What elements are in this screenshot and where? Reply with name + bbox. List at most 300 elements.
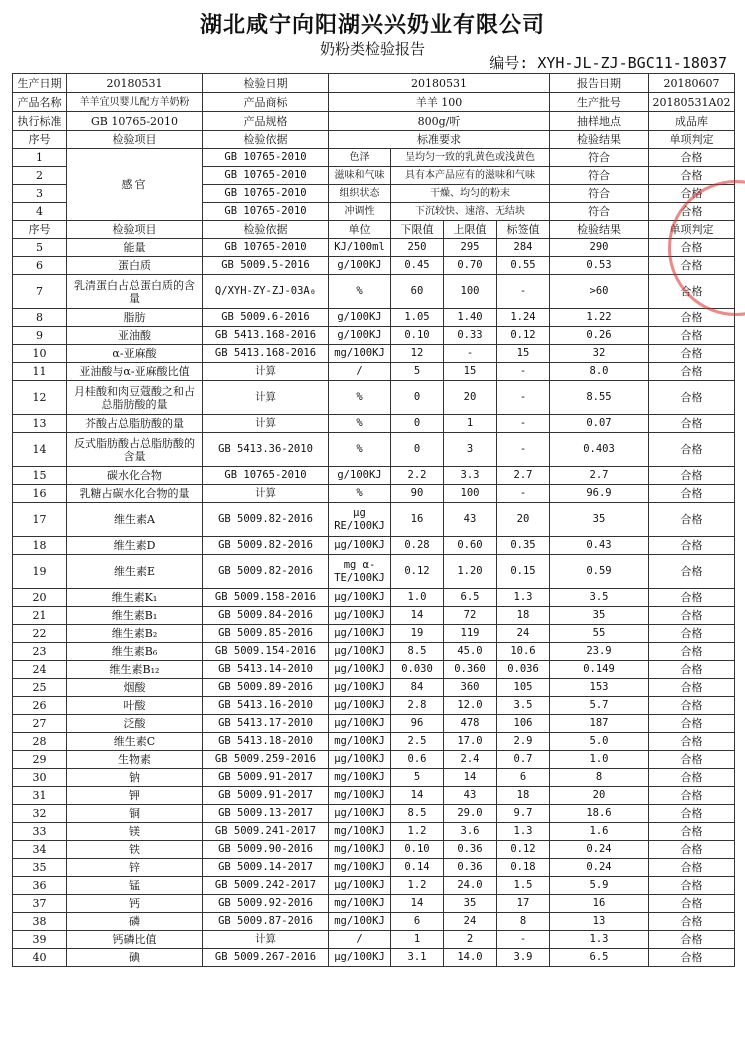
brand: 羊羊 100 bbox=[329, 93, 550, 112]
header-basis: 检验依据 bbox=[203, 131, 329, 149]
row-upper: 2.4 bbox=[444, 751, 497, 769]
report-date: 20180607 bbox=[649, 74, 735, 93]
row-lower: 0.6 bbox=[391, 751, 444, 769]
row-label-value: 0.55 bbox=[497, 257, 550, 275]
row-result: 8.0 bbox=[550, 363, 649, 381]
sensory-group-label: 感官 bbox=[67, 149, 203, 221]
sensory-header-row bbox=[13, 131, 735, 149]
row-verdict: 合格 bbox=[649, 715, 735, 733]
sensory-requirement: 下沉较快、速溶、无结块 bbox=[391, 203, 550, 221]
row-basis: GB 5009.84-2016 bbox=[203, 607, 329, 625]
row-no: 9 bbox=[13, 327, 67, 345]
row-unit: % bbox=[329, 485, 391, 503]
row-label-value: 24 bbox=[497, 625, 550, 643]
row-upper: 0.60 bbox=[444, 537, 497, 555]
row-upper: 72 bbox=[444, 607, 497, 625]
header-unit: 单位 bbox=[329, 221, 391, 239]
header-result: 检验结果 bbox=[550, 131, 649, 149]
row-no: 2 bbox=[13, 167, 67, 185]
row-basis: GB 5413.168-2016 bbox=[203, 345, 329, 363]
row-item: 乳清蛋白占总蛋白质的含量 bbox=[67, 275, 203, 309]
row-unit: % bbox=[329, 433, 391, 467]
row-upper: 20 bbox=[444, 381, 497, 415]
row-label-value: 106 bbox=[497, 715, 550, 733]
row-item: 泛酸 bbox=[67, 715, 203, 733]
row-lower: 5 bbox=[391, 769, 444, 787]
row-basis: 计算 bbox=[203, 415, 329, 433]
info-row-2 bbox=[13, 93, 735, 112]
table-row bbox=[13, 503, 735, 537]
table-row bbox=[13, 327, 735, 345]
row-verdict: 合格 bbox=[649, 607, 735, 625]
row-basis: GB 5413.17-2010 bbox=[203, 715, 329, 733]
row-label-value: - bbox=[497, 275, 550, 309]
row-item: 蛋白质 bbox=[67, 257, 203, 275]
row-basis: GB 5413.16-2010 bbox=[203, 697, 329, 715]
sensory-requirement: 干燥、均匀的粉末 bbox=[391, 185, 550, 203]
row-basis: 计算 bbox=[203, 363, 329, 381]
row-item: 镁 bbox=[67, 823, 203, 841]
row-result: 5.9 bbox=[550, 877, 649, 895]
report-serial: 编号: XYH-JL-ZJ-BGC11-18037 bbox=[489, 54, 727, 72]
table-row bbox=[13, 555, 735, 589]
row-unit: / bbox=[329, 363, 391, 381]
row-basis: GB 10765-2010 bbox=[203, 467, 329, 485]
row-label-value: 8 bbox=[497, 913, 550, 931]
row-basis: 计算 bbox=[203, 381, 329, 415]
row-lower: 1 bbox=[391, 931, 444, 949]
row-no: 34 bbox=[13, 841, 67, 859]
row-upper: 35 bbox=[444, 895, 497, 913]
row-result: 290 bbox=[550, 239, 649, 257]
table-row bbox=[13, 381, 735, 415]
row-verdict: 合格 bbox=[649, 589, 735, 607]
row-no: 5 bbox=[13, 239, 67, 257]
row-lower: 0.14 bbox=[391, 859, 444, 877]
row-result: 3.5 bbox=[550, 589, 649, 607]
row-unit: / bbox=[329, 931, 391, 949]
row-basis: GB 5009.158-2016 bbox=[203, 589, 329, 607]
header-label: 标签值 bbox=[497, 221, 550, 239]
row-unit: mg/100KJ bbox=[329, 913, 391, 931]
table-row bbox=[13, 661, 735, 679]
row-lower: 1.0 bbox=[391, 589, 444, 607]
row-lower: 0.12 bbox=[391, 555, 444, 589]
row-result: 5.7 bbox=[550, 697, 649, 715]
row-lower: 1.05 bbox=[391, 309, 444, 327]
sensory-row bbox=[13, 149, 735, 167]
row-basis: GB 5009.241-2017 bbox=[203, 823, 329, 841]
row-label-value: 1.3 bbox=[497, 589, 550, 607]
row-no: 1 bbox=[13, 149, 67, 167]
row-unit: g/100KJ bbox=[329, 467, 391, 485]
row-basis: GB 5009.154-2016 bbox=[203, 643, 329, 661]
row-unit: mg/100KJ bbox=[329, 733, 391, 751]
row-no: 30 bbox=[13, 769, 67, 787]
row-verdict: 合格 bbox=[649, 859, 735, 877]
row-lower: 19 bbox=[391, 625, 444, 643]
row-basis: GB 10765-2010 bbox=[203, 239, 329, 257]
row-result: 1.0 bbox=[550, 751, 649, 769]
row-result: 187 bbox=[550, 715, 649, 733]
row-no: 26 bbox=[13, 697, 67, 715]
row-no: 21 bbox=[13, 607, 67, 625]
row-result: 13 bbox=[550, 913, 649, 931]
row-no: 17 bbox=[13, 503, 67, 537]
row-upper: 100 bbox=[444, 275, 497, 309]
row-basis: GB 5009.82-2016 bbox=[203, 537, 329, 555]
row-unit: μg/100KJ bbox=[329, 661, 391, 679]
table-row bbox=[13, 589, 735, 607]
table-row bbox=[13, 363, 735, 381]
table-row bbox=[13, 467, 735, 485]
row-basis: GB 10765-2010 bbox=[203, 185, 329, 203]
row-item: 芥酸占总脂肪酸的量 bbox=[67, 415, 203, 433]
row-label-value: 1.5 bbox=[497, 877, 550, 895]
sensory-requirement: 具有本产品应有的滋味和气味 bbox=[391, 167, 550, 185]
row-lower: 6 bbox=[391, 913, 444, 931]
row-no: 11 bbox=[13, 363, 67, 381]
row-lower: 8.5 bbox=[391, 805, 444, 823]
row-lower: 1.2 bbox=[391, 823, 444, 841]
row-lower: 1.2 bbox=[391, 877, 444, 895]
row-label-value: 17 bbox=[497, 895, 550, 913]
row-result: 23.9 bbox=[550, 643, 649, 661]
row-upper: 0.36 bbox=[444, 859, 497, 877]
row-no: 28 bbox=[13, 733, 67, 751]
row-verdict: 合格 bbox=[649, 485, 735, 503]
row-lower: 0.030 bbox=[391, 661, 444, 679]
row-item: 叶酸 bbox=[67, 697, 203, 715]
row-no: 36 bbox=[13, 877, 67, 895]
inspection-date: 20180531 bbox=[329, 74, 550, 93]
row-label-value: - bbox=[497, 381, 550, 415]
row-item: 烟酸 bbox=[67, 679, 203, 697]
row-no: 37 bbox=[13, 895, 67, 913]
row-unit: g/100KJ bbox=[329, 327, 391, 345]
row-label-value: - bbox=[497, 363, 550, 381]
row-result: 0.26 bbox=[550, 327, 649, 345]
table-row bbox=[13, 913, 735, 931]
row-item: 乳糖占碳水化合物的量 bbox=[67, 485, 203, 503]
row-upper: 29.0 bbox=[444, 805, 497, 823]
row-label-value: 0.35 bbox=[497, 537, 550, 555]
row-lower: 0.10 bbox=[391, 327, 444, 345]
row-label-value: 2.9 bbox=[497, 733, 550, 751]
row-result: 32 bbox=[550, 345, 649, 363]
row-result: 18.6 bbox=[550, 805, 649, 823]
row-basis: GB 5009.92-2016 bbox=[203, 895, 329, 913]
row-item: 钾 bbox=[67, 787, 203, 805]
header-no: 序号 bbox=[13, 221, 67, 239]
production-date: 20180531 bbox=[67, 74, 203, 93]
header-no: 序号 bbox=[13, 131, 67, 149]
row-basis: GB 5009.6-2016 bbox=[203, 309, 329, 327]
row-upper: 478 bbox=[444, 715, 497, 733]
row-unit: % bbox=[329, 381, 391, 415]
row-no: 16 bbox=[13, 485, 67, 503]
row-unit: μg/100KJ bbox=[329, 697, 391, 715]
row-verdict: 合格 bbox=[649, 503, 735, 537]
row-basis: GB 5009.14-2017 bbox=[203, 859, 329, 877]
row-upper: 24.0 bbox=[444, 877, 497, 895]
row-basis: GB 5009.259-2016 bbox=[203, 751, 329, 769]
row-result: >60 bbox=[550, 275, 649, 309]
row-upper: 43 bbox=[444, 787, 497, 805]
row-result: 153 bbox=[550, 679, 649, 697]
row-verdict: 合格 bbox=[649, 239, 735, 257]
row-unit: μg/100KJ bbox=[329, 625, 391, 643]
table-row bbox=[13, 485, 735, 503]
row-no: 22 bbox=[13, 625, 67, 643]
row-lower: 2.8 bbox=[391, 697, 444, 715]
row-lower: 0 bbox=[391, 415, 444, 433]
row-lower: 84 bbox=[391, 679, 444, 697]
row-item: 钙磷比值 bbox=[67, 931, 203, 949]
row-label-value: - bbox=[497, 485, 550, 503]
row-lower: 0 bbox=[391, 433, 444, 467]
row-label-value: 1.24 bbox=[497, 309, 550, 327]
row-upper: 3.3 bbox=[444, 467, 497, 485]
row-item: 亚油酸 bbox=[67, 327, 203, 345]
row-unit: μg/100KJ bbox=[329, 643, 391, 661]
row-label-value: 0.15 bbox=[497, 555, 550, 589]
table-row bbox=[13, 769, 735, 787]
row-result: 1.3 bbox=[550, 931, 649, 949]
row-lower: 8.5 bbox=[391, 643, 444, 661]
row-no: 10 bbox=[13, 345, 67, 363]
row-upper: 0.36 bbox=[444, 841, 497, 859]
row-verdict: 合格 bbox=[649, 537, 735, 555]
product-name: 羊羊宜贝婴儿配方羊奶粉 bbox=[67, 93, 203, 112]
row-no: 29 bbox=[13, 751, 67, 769]
row-no: 4 bbox=[13, 203, 67, 221]
row-label-value: 10.6 bbox=[497, 643, 550, 661]
row-basis: GB 5413.168-2016 bbox=[203, 327, 329, 345]
report-date-label: 报告日期 bbox=[550, 74, 649, 93]
row-lower: 14 bbox=[391, 787, 444, 805]
header-basis: 检验依据 bbox=[203, 221, 329, 239]
table-row bbox=[13, 841, 735, 859]
row-lower: 2.5 bbox=[391, 733, 444, 751]
row-label-value: 9.7 bbox=[497, 805, 550, 823]
row-unit: μg/100KJ bbox=[329, 805, 391, 823]
row-verdict: 合格 bbox=[649, 661, 735, 679]
row-upper: 12.0 bbox=[444, 697, 497, 715]
row-upper: 24 bbox=[444, 913, 497, 931]
row-item: 磷 bbox=[67, 913, 203, 931]
sensory-attribute: 组织状态 bbox=[329, 185, 391, 203]
row-unit: μg/100KJ bbox=[329, 537, 391, 555]
row-verdict: 合格 bbox=[649, 913, 735, 931]
row-no: 20 bbox=[13, 589, 67, 607]
row-upper: 1 bbox=[444, 415, 497, 433]
row-verdict: 合格 bbox=[649, 415, 735, 433]
row-upper: 119 bbox=[444, 625, 497, 643]
report-title: 奶粉类检验报告 bbox=[319, 40, 425, 58]
row-result: 0.07 bbox=[550, 415, 649, 433]
row-no: 18 bbox=[13, 537, 67, 555]
row-unit: mg/100KJ bbox=[329, 841, 391, 859]
row-verdict: 合格 bbox=[649, 805, 735, 823]
row-basis: GB 5009.91-2017 bbox=[203, 769, 329, 787]
row-verdict: 合格 bbox=[649, 327, 735, 345]
row-basis: Q/XYH-ZY-ZJ-03A₀ bbox=[203, 275, 329, 309]
header-result: 检验结果 bbox=[550, 221, 649, 239]
row-upper: 3.6 bbox=[444, 823, 497, 841]
row-upper: 17.0 bbox=[444, 733, 497, 751]
row-verdict: 合格 bbox=[649, 433, 735, 467]
row-basis: GB 5009.5-2016 bbox=[203, 257, 329, 275]
table-row bbox=[13, 625, 735, 643]
row-result: 符合 bbox=[550, 149, 649, 167]
table-row bbox=[13, 895, 735, 913]
row-result: 符合 bbox=[550, 167, 649, 185]
row-item: 能量 bbox=[67, 239, 203, 257]
table-row bbox=[13, 931, 735, 949]
row-label-value: 15 bbox=[497, 345, 550, 363]
row-unit: % bbox=[329, 275, 391, 309]
row-result: 0.24 bbox=[550, 841, 649, 859]
row-verdict: 合格 bbox=[649, 643, 735, 661]
row-verdict: 合格 bbox=[649, 555, 735, 589]
row-result: 6.5 bbox=[550, 949, 649, 967]
row-no: 19 bbox=[13, 555, 67, 589]
sensory-attribute: 色泽 bbox=[329, 149, 391, 167]
row-basis: GB 10765-2010 bbox=[203, 149, 329, 167]
header-verdict: 单项判定 bbox=[649, 131, 735, 149]
row-item: 生物素 bbox=[67, 751, 203, 769]
row-unit: mg/100KJ bbox=[329, 859, 391, 877]
row-label-value: 0.7 bbox=[497, 751, 550, 769]
row-basis: GB 5009.90-2016 bbox=[203, 841, 329, 859]
row-unit: μg/100KJ bbox=[329, 607, 391, 625]
row-upper: 0.70 bbox=[444, 257, 497, 275]
row-verdict: 合格 bbox=[649, 345, 735, 363]
brand-label: 产品商标 bbox=[203, 93, 329, 112]
row-upper: 45.0 bbox=[444, 643, 497, 661]
row-result: 55 bbox=[550, 625, 649, 643]
batch: 20180531A02 bbox=[649, 93, 735, 112]
spec-label: 产品规格 bbox=[203, 112, 329, 131]
row-no: 14 bbox=[13, 433, 67, 467]
row-basis: 计算 bbox=[203, 485, 329, 503]
row-no: 35 bbox=[13, 859, 67, 877]
row-item: 钠 bbox=[67, 769, 203, 787]
table-row bbox=[13, 733, 735, 751]
row-verdict: 合格 bbox=[649, 149, 735, 167]
table-row bbox=[13, 805, 735, 823]
sensory-attribute: 冲调性 bbox=[329, 203, 391, 221]
row-label-value: - bbox=[497, 415, 550, 433]
row-unit: μg/100KJ bbox=[329, 751, 391, 769]
row-basis: GB 5009.87-2016 bbox=[203, 913, 329, 931]
row-item: 维生素B₁ bbox=[67, 607, 203, 625]
row-label-value: 0.12 bbox=[497, 841, 550, 859]
header-verdict: 单项判定 bbox=[649, 221, 735, 239]
row-item: 铁 bbox=[67, 841, 203, 859]
row-item: 锌 bbox=[67, 859, 203, 877]
row-no: 3 bbox=[13, 185, 67, 203]
row-label-value: 3.5 bbox=[497, 697, 550, 715]
row-basis: 计算 bbox=[203, 931, 329, 949]
row-item: 亚油酸与α-亚麻酸比值 bbox=[67, 363, 203, 381]
row-item: α-亚麻酸 bbox=[67, 345, 203, 363]
row-verdict: 合格 bbox=[649, 733, 735, 751]
row-lower: 250 bbox=[391, 239, 444, 257]
row-unit: μg/100KJ bbox=[329, 877, 391, 895]
row-item: 碘 bbox=[67, 949, 203, 967]
row-upper: 295 bbox=[444, 239, 497, 257]
row-verdict: 合格 bbox=[649, 769, 735, 787]
row-verdict: 合格 bbox=[649, 877, 735, 895]
spec: 800g/听 bbox=[329, 112, 550, 131]
row-item: 维生素D bbox=[67, 537, 203, 555]
table-row bbox=[13, 643, 735, 661]
table-row bbox=[13, 257, 735, 275]
table-row bbox=[13, 607, 735, 625]
row-item: 维生素E bbox=[67, 555, 203, 589]
row-unit: mg/100KJ bbox=[329, 823, 391, 841]
row-upper: 100 bbox=[444, 485, 497, 503]
row-verdict: 合格 bbox=[649, 841, 735, 859]
row-item: 脂肪 bbox=[67, 309, 203, 327]
table-row bbox=[13, 697, 735, 715]
row-result: 符合 bbox=[550, 203, 649, 221]
row-verdict: 合格 bbox=[649, 467, 735, 485]
row-verdict: 合格 bbox=[649, 275, 735, 309]
row-no: 32 bbox=[13, 805, 67, 823]
row-no: 12 bbox=[13, 381, 67, 415]
row-result: 35 bbox=[550, 607, 649, 625]
row-no: 27 bbox=[13, 715, 67, 733]
row-result: 0.24 bbox=[550, 859, 649, 877]
row-basis: GB 5009.85-2016 bbox=[203, 625, 329, 643]
main-header-row bbox=[13, 221, 735, 239]
row-lower: 60 bbox=[391, 275, 444, 309]
row-unit: mg α-TE/100KJ bbox=[329, 555, 391, 589]
row-item: 碳水化合物 bbox=[67, 467, 203, 485]
row-lower: 3.1 bbox=[391, 949, 444, 967]
row-upper: 43 bbox=[444, 503, 497, 537]
row-label-value: 18 bbox=[497, 607, 550, 625]
row-verdict: 合格 bbox=[649, 381, 735, 415]
header-requirement: 标准要求 bbox=[329, 131, 550, 149]
row-upper: 3 bbox=[444, 433, 497, 467]
row-verdict: 合格 bbox=[649, 185, 735, 203]
row-unit: mg/100KJ bbox=[329, 345, 391, 363]
row-item: 锰 bbox=[67, 877, 203, 895]
table-row bbox=[13, 415, 735, 433]
row-no: 33 bbox=[13, 823, 67, 841]
row-item: 月桂酸和肉豆蔻酸之和占总脂肪酸的量 bbox=[67, 381, 203, 415]
row-unit: % bbox=[329, 415, 391, 433]
row-upper: - bbox=[444, 345, 497, 363]
table-row bbox=[13, 433, 735, 467]
table-row bbox=[13, 715, 735, 733]
row-unit: g/100KJ bbox=[329, 309, 391, 327]
table-row bbox=[13, 823, 735, 841]
row-lower: 90 bbox=[391, 485, 444, 503]
info-row-3 bbox=[13, 112, 735, 131]
row-result: 96.9 bbox=[550, 485, 649, 503]
row-item: 维生素B₁₂ bbox=[67, 661, 203, 679]
row-unit: μg/100KJ bbox=[329, 679, 391, 697]
table-row bbox=[13, 679, 735, 697]
row-result: 0.53 bbox=[550, 257, 649, 275]
row-label-value: 0.18 bbox=[497, 859, 550, 877]
row-basis: GB 10765-2010 bbox=[203, 203, 329, 221]
